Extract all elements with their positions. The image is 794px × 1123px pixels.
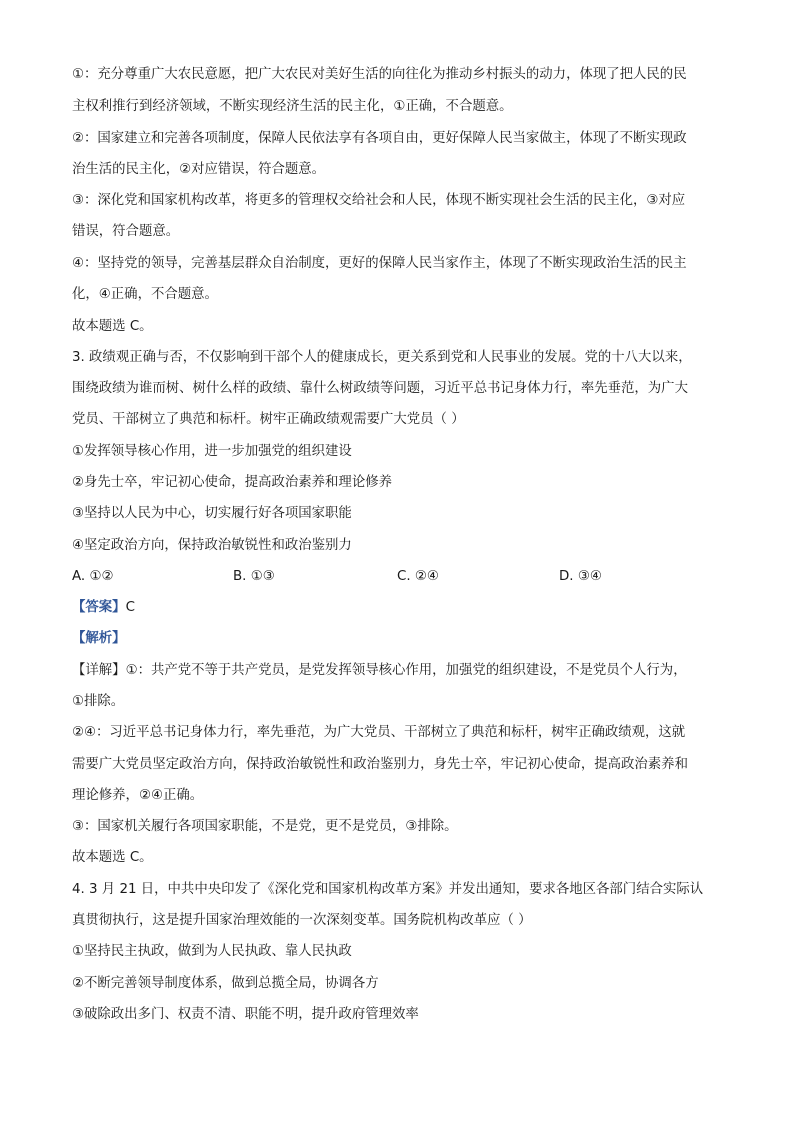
text-line: 理论修养，②④正确。 [72,788,204,803]
text-line: ③：深化党和国家机构改革，将更多的管理权交给社会和人民，体现不断实现社会生活的民主化，③对应 [72,193,686,208]
text-line: 故本题选 C。 [72,850,153,865]
statement-1: ①坚持民主执政，做到为人民执政、靠人民执政 [72,944,352,959]
text-line: 化，④正确，不合题意。 [72,287,218,302]
analysis-tag: 【解析】 [72,631,126,646]
statement-4: ④坚定政治方向，保持政治敏锐性和政治鉴别力 [72,538,352,553]
text-line: 党员、干部树立了典范和标杆。树牢正确政绩观需要广大党员（ ） [72,412,465,427]
answer-line [72,599,135,617]
text-line: 主权利推行到经济领域，不断实现经济生活的民主化，①正确，不合题意。 [72,99,513,114]
statement-3: ③坚持以人民为中心，切实履行好各项国家职能 [72,506,352,521]
detail-line [72,662,687,680]
text-line: 故本题选 C。 [72,319,153,334]
text-line: ④：坚持党的领导，完善基层群众自治制度，更好的保障人民当家作主，体现了不断实现政治生活的民主 [72,256,687,271]
option-c: C. ②④ [397,569,439,584]
detail-tag: 【详解】 [72,663,126,678]
text-line: 治生活的民主化，②对应错误，符合题意。 [72,162,326,177]
text-line: 需要广大党员坚定政治方向，保持政治敏锐性和政治鉴别力，身先士卒，牢记初心使命，提高政治素养和 [72,757,688,772]
statement-2: ②身先士卒，牢记初心使命，提高政治素养和理论修养 [72,475,392,490]
text-line: ②：国家建立和完善各项制度，保障人民依法享有各项自由，更好保障人民当家做主，体现了不断实现政 [72,131,687,146]
statement-2: ②不断完善领导制度体系，做到总揽全局，协调各方 [72,976,379,991]
text-line: ②④：习近平总书记身体力行，率先垂范，为广大党员、干部树立了典范和标杆，树牢正确政绩观，这就 [72,725,686,740]
answer-tag: 【答案】 [72,600,126,615]
text-line: 错误，符合题意。 [72,224,180,239]
option-a: A. ①② [72,569,114,584]
text-line: 围绕政绩为谁而树、树什么样的政绩、靠什么树政绩等问题，习近平总书记身体力行，率先垂范，为广大 [72,381,688,396]
option-d: D. ③④ [559,569,602,584]
text-line: ③：国家机关履行各项国家职能，不是党，更不是党员，③排除。 [72,819,458,834]
statement-1: ①发挥领导核心作用，进一步加强党的组织建设 [72,444,352,459]
question-3-text: 3. 政绩观正确与否，不仅影响到干部个人的健康成长，更关系到党和人民事业的发展。党的十八大以来， [72,350,692,365]
analysis-line [72,630,126,648]
text-line: ①：充分尊重广大农民意愿，把广大农民对美好生活的向往化为推动乡村振头的动力，体现了把人民的民 [72,67,687,82]
answer-value: C [125,600,135,615]
question-4-text: 4. 3 月 21 日，中共中央印发了《深化党和国家机构改革方案》并发出通知，要求各地区各部门结合实际认 [72,882,704,897]
detail-text: ①：共产党不等于共产党员，是党发挥领导核心作用，加强党的组织建设，不是党员个人行为， [125,663,687,678]
statement-3: ③破除政出多门、权责不清、职能不明，提升政府管理效率 [72,1007,419,1022]
option-b: B. ①③ [233,569,275,584]
text-line: 真贯彻执行，这是提升国家治理效能的一次深刻变革。国务院机构改革应（ ） [72,913,532,928]
text-line: ①排除。 [72,694,125,709]
